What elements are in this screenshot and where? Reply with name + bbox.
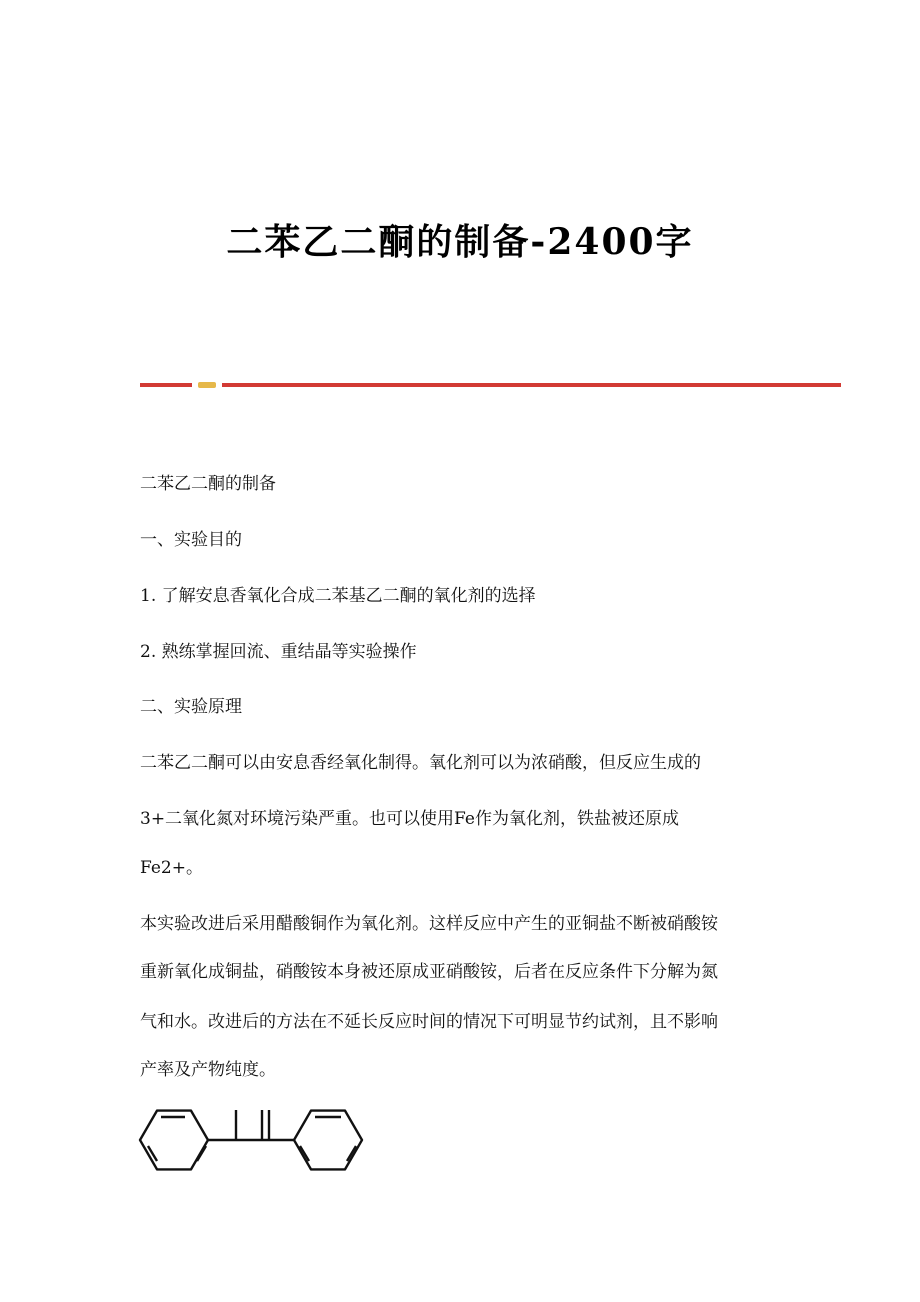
list-item: 2. 熟练掌握回流、重结晶等实验操作 (140, 642, 417, 662)
document-title: 二苯乙二酮的制备-2400字 (226, 221, 694, 263)
title-divider (140, 380, 841, 390)
paragraph-line: 重新氧化成铜盐，硝酸铵本身被还原成亚硝酸铵，后者在反应条件下分解为氮 (140, 962, 718, 982)
divider-bar-right (222, 383, 841, 387)
benzil-structure-icon (136, 1100, 366, 1180)
paragraph-line: Fe2+。 (140, 858, 203, 878)
divider-bar-left (140, 383, 192, 387)
paragraph-line: 二苯乙二酮可以由安息香经氧化制得。氧化剂可以为浓硝酸，但反应生成的 (140, 753, 701, 773)
paragraph-line: 气和水。改进后的方法在不延长反应时间的情况下可明显节约试剂，且不影响 (140, 1012, 718, 1032)
paragraph-line: 本实验改进后采用醋酸铜作为氧化剂。这样反应中产生的亚铜盐不断被硝酸铵 (140, 914, 718, 934)
section-heading: 二、实验原理 (140, 697, 242, 717)
section-heading: 一、实验目的 (140, 530, 242, 550)
divider-ornament-icon (198, 382, 216, 388)
section-heading: 二苯乙二酮的制备 (140, 474, 276, 494)
paragraph-line: 产率及产物纯度。 (140, 1060, 276, 1080)
list-item: 1. 了解安息香氧化合成二苯基乙二酮的氧化剂的选择 (140, 586, 536, 606)
paragraph-line: 3+二氧化氮对环境污染严重。也可以使用Fe作为氧化剂，铁盐被还原成 (140, 809, 679, 829)
